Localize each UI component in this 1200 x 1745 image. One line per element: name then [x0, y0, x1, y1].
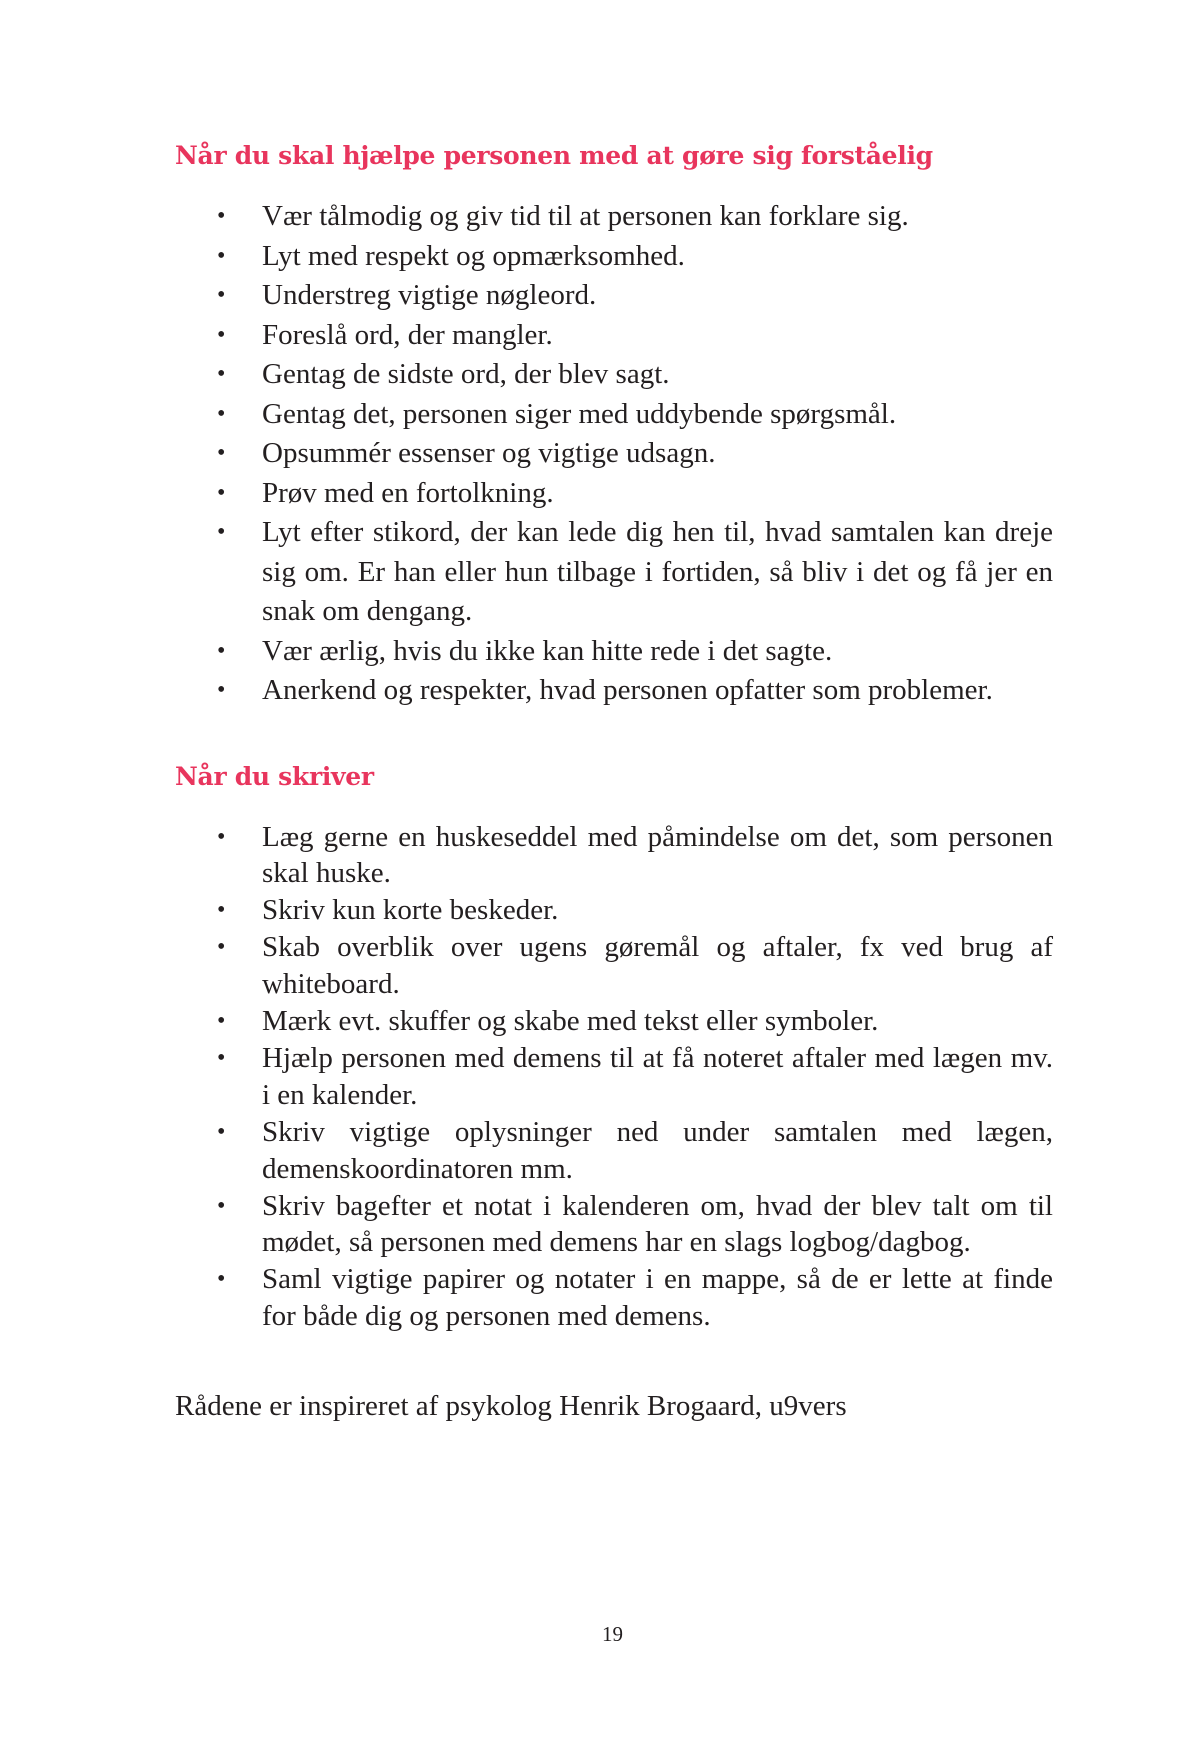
list-item — [175, 632, 1053, 672]
list-item-text: Hjælp personen med demens til at få noteret aftaler med lægen mv. i en kalender. — [262, 1041, 1053, 1111]
bullet-icon: • — [217, 519, 226, 545]
list-item — [175, 671, 1053, 711]
bullet-icon: • — [217, 1266, 226, 1293]
list-item-text: Mærk evt. skuffer og skabe med tekst eller symboler. — [262, 1005, 879, 1038]
list-item — [175, 513, 1053, 632]
bullet-icon: • — [217, 934, 226, 961]
section-heading-understandable: Når du skal hjælpe personen med at gøre sig forståelig — [175, 141, 933, 170]
bullet-icon: • — [217, 440, 226, 466]
list-item — [175, 434, 1053, 474]
list-item-text: Opsummér essenser og vigtige udsagn. — [262, 437, 716, 469]
bullet-icon: • — [217, 897, 226, 924]
list-item — [175, 1188, 1053, 1262]
list-item — [175, 892, 1053, 929]
bullet-icon: • — [217, 361, 226, 387]
bullet-icon: • — [217, 282, 226, 308]
list-item — [175, 276, 1053, 316]
bullet-list-understandable — [175, 197, 1053, 711]
bullet-icon: • — [217, 242, 226, 269]
bullet-icon: • — [217, 677, 226, 703]
list-item — [175, 395, 1053, 435]
bullet-icon: • — [217, 321, 226, 348]
list-item — [175, 1003, 1053, 1040]
page-content — [175, 140, 1053, 1455]
bullet-icon: • — [217, 400, 226, 427]
list-item — [175, 1261, 1053, 1335]
bullet-icon: • — [217, 479, 226, 506]
list-item — [175, 929, 1053, 1003]
list-item-text: Skriv bagefter et notat i kalenderen om, hvad der blev talt om til mødet, så personen med demens har en slags logbog/dagbog. — [262, 1189, 1053, 1259]
bullet-icon: • — [217, 203, 226, 229]
bullet-icon: • — [217, 1192, 226, 1219]
list-item — [175, 237, 1053, 277]
list-item — [175, 819, 1053, 893]
list-item-text: Læg gerne en huskeseddel med påmindelse om det, som personen skal huske. — [262, 820, 1053, 890]
bullet-icon: • — [217, 637, 226, 664]
bullet-icon: • — [217, 1044, 226, 1071]
list-item-text: Foreslå ord, der mangler. — [262, 318, 553, 351]
page-number: 19 — [602, 1622, 623, 1646]
list-item-text: Lyt med respekt og opmærksomhed. — [262, 239, 685, 272]
list-item-text: Gentag det, personen siger med uddybende spørgsmål. — [262, 397, 897, 430]
list-item-text: Lyt efter stikord, der kan lede dig hen til, hvad samtalen kan dreje sig om. Er han eller hun tilbage i fortiden, så bliv i det og få jer en snak om dengang. — [262, 516, 1053, 627]
list-item-text: Skriv vigtige oplysninger ned under samtalen med lægen, demenskoordinatoren mm. — [262, 1115, 1053, 1185]
bullet-icon: • — [217, 1008, 226, 1035]
bullet-icon: • — [217, 823, 226, 850]
list-item-text: Understreg vigtige nøgleord. — [262, 279, 597, 311]
list-item — [175, 1114, 1053, 1188]
list-item — [175, 316, 1053, 356]
list-item — [175, 197, 1053, 237]
section-heading-writing: Når du skriver — [175, 761, 374, 791]
list-item-text: Skab overblik over ugens gøremål og aftaler, fx ved brug af whiteboard. — [262, 931, 1053, 1001]
list-item-text: Anerkend og respekter, hvad personen opfatter som problemer. — [262, 674, 993, 706]
list-item-text: Vær ærlig, hvis du ikke kan hitte rede i det sagte. — [262, 634, 833, 667]
list-item-text: Vær tålmodig og giv tid til at personen kan forklare sig. — [262, 200, 909, 232]
list-item-text: Prøv med en fortolkning. — [262, 476, 554, 509]
list-item — [175, 1040, 1053, 1114]
bullet-list-writing — [175, 819, 1053, 1336]
source-note: Rådene er inspireret af psykolog Henrik Brogaard, u9vers — [175, 1390, 847, 1423]
list-item — [175, 355, 1053, 395]
bullet-icon: • — [217, 1118, 226, 1145]
list-item — [175, 474, 1053, 514]
list-item-text: Gentag de sidste ord, der blev sagt. — [262, 358, 670, 390]
list-item-text: Skriv kun korte beskeder. — [262, 894, 559, 927]
list-item-text: Saml vigtige papirer og notater i en mappe, så de er lette at finde for både dig og personen med demens. — [262, 1263, 1053, 1333]
